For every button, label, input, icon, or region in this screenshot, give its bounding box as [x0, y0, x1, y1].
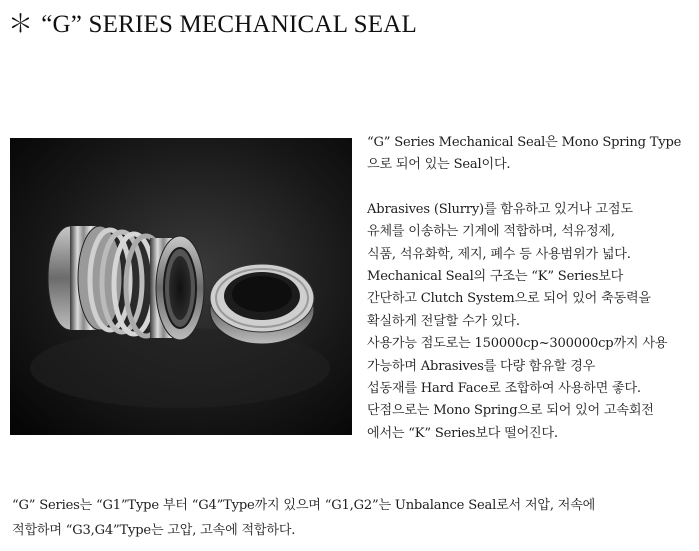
detail-line: 가능하며 Abrasives를 다량 함유할 경우: [367, 358, 596, 374]
detail-line: Mechanical Seal의 구조는 “K” Series보다: [367, 269, 624, 285]
title-text: “G” SERIES MECHANICAL SEAL: [41, 11, 417, 38]
description-block: [367, 132, 697, 445]
mechanical-seal-photo-icon: [10, 138, 352, 435]
description-line: 으로 되어 있는 Seal이다.: [367, 157, 511, 173]
detail-line: 확실하게 전달할 수가 있다.: [367, 313, 520, 329]
detail-line: 단점으로는 Mono Spring으로 되어 있어 고속회전: [367, 403, 654, 419]
footer-line: “G” Series는 “G1”Type 부터 “G4”Type까지 있으며 “G1,G2”는 Unbalance Seal로서 저압, 저속에: [12, 498, 596, 513]
product-photo: [10, 138, 352, 435]
paragraph-gap: [367, 177, 697, 199]
detail-line: 식품, 석유화학, 제지, 폐수 등 사용범위가 넓다.: [367, 246, 631, 262]
detail-line: 섭동재를 Hard Face로 조합하여 사용하면 좋다.: [367, 381, 641, 397]
footer-note: [12, 493, 696, 543]
asterisk-bullet: ＊: [8, 11, 34, 38]
description-line: “G” Series Mechanical Seal은 Mono Spring Type: [367, 135, 682, 150]
detail-line: Abrasives (Slurry)를 함유하고 있거나 고점도: [367, 201, 633, 217]
detail-line: 간단하고 Clutch System으로 되어 있어 축동력을: [367, 291, 651, 307]
footer-line: 적합하며 “G3,G4”Type는 고압, 고속에 적합하다.: [12, 523, 296, 538]
detail-line: 에서는 “K” Series보다 떨어진다.: [367, 425, 558, 441]
detail-line: 사용가능 점도로는 150000cp~300000cp까지 사용: [367, 336, 668, 352]
detail-line: 유체를 이송하는 기계에 적합하며, 석유정제,: [367, 224, 615, 240]
seat-ring: [210, 264, 314, 344]
page-title: [8, 4, 417, 40]
